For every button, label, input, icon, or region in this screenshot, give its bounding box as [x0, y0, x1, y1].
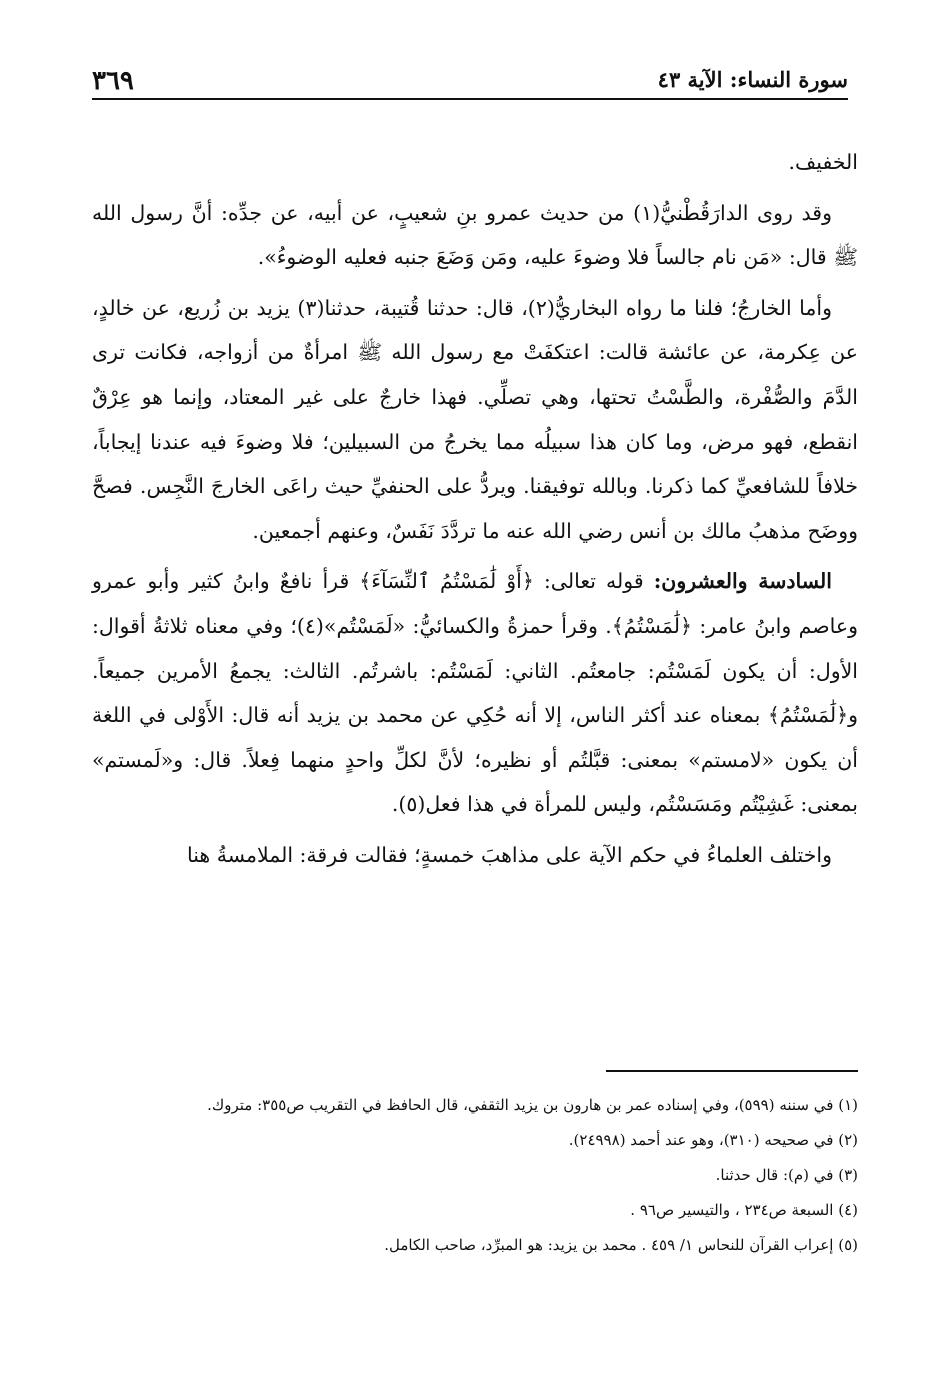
footnote: (١) في سننه (٥٩٩)، وفي إسناده عمر بن هارون بن يزيد الثقفي، قال الحافظ في التقريب ص٣٥٥: متروك.: [207, 1096, 858, 1114]
running-title: سورة النساء: الآية ٤٣: [657, 67, 848, 92]
footnote-separator: [606, 1070, 858, 1072]
paragraph: [92, 191, 858, 280]
footnote: (٢) في صحيحه (٣١٠)، وهو عند أحمد (٢٤٩٩٨).: [568, 1131, 858, 1149]
main-text: [92, 140, 858, 884]
paragraph-text: وقد روى الدارَقُطْنيُّ(١) من حديث عمرو بنِ شعيبٍ، عن أبيه، عن جدِّه: أنَّ رسول الله ﷺ قال: «مَن نام جالساً فلا وضوءَ عليه، ومَن وَضَعَ جنبه فعليه الوضوءُ».: [92, 200, 858, 270]
footnote: (٥) إعراب القرآن للنحاس ١/ ٤٥٩ . محمد بن يزيد: هو المبرِّد، صاحب الكامل.: [384, 1236, 858, 1254]
page-header: [92, 58, 848, 100]
paragraph-text: واختلف العلماءُ في حكم الآية على مذاهبَ خمسةٍ؛ فقالت فرقة: الملامسةُ هنا: [186, 842, 832, 867]
paragraph: [92, 140, 858, 185]
paragraph-text: الخفيف.: [788, 150, 858, 174]
footnote: (٣) في (م): قال حدثنا.: [715, 1166, 858, 1184]
paragraph: [92, 286, 858, 554]
paragraph-text: قوله تعالى: ﴿أَوْ لَٰمَسْتُمُ ٱلنِّسَآءَ﴾ قرأ نافعٌ وابنُ كثير وأبو عمرو وعاصم وابنُ عامر: ﴿لَٰمَسْتُمُ﴾. وقرأ حمزةُ والكسائيُّ: «لَمَسْتُم»(٤)؛ وفي معناه ثلاثةُ أقوال: الأول: أن يكون لَمَسْتُم: جامعتُم. الثاني: لَمَسْتُم: باشرتُم. الثالث: يجمعُ الأمرين جميعاً. و﴿لَٰمَسْتُمُ﴾ بمعناه عند أكثر الناس، إلا أنه حُكِي عن محمد بن يزيد أنه قال: الأَوْلى في اللغة أن يكون «لامستم» بمعنى: قبَّلتُم أو نظيره؛ لأنَّ لكلِّ واحدٍ منهما فِعلاً. قال: و«لَمستم» بمعنى: غَشِيْتُم ومَسَسْتُم، وليس للمرأة في هذا فعل(٥).: [92, 569, 859, 817]
paragraph: [92, 833, 858, 878]
footnote: (٤) السبعة ص٢٣٤ ، والتيسير ص٩٦ .: [630, 1201, 858, 1219]
issue-heading: السادسة والعشرون:: [653, 569, 832, 594]
paragraph-text: وأما الخارجُ؛ فلنا ما رواه البخاريُّ(٢)، قال: حدثنا قُتيبة، حدثنا(٣) يزيد بن زُريع، عن خالدٍ، عن عِكرمة، عن عائشة قالت: اعتكفَتْ مع رسول الله ﷺ امرأةٌ من أزواجه، فكانت ترى الدَّمَ والصُّفْرة، والطَّسْتُ تحتها، وهي تصلِّي. فهذا خارجٌ على غير المعتاد، وإنما هو عِرْقٌ انقطع، فهو مرض، وما كان هذا سبيلُه مما يخرجُ من السبيلين؛ فلا وضوءَ فيه عندنا إيجاباً، خلافاً للشافعيِّ كما ذكرنا. وبالله توفيقنا. ويردُّ على الحنفيِّ حيث راعَى الخارجَ النَّجِس. فصحَّ ووضَح مذهبُ مالك بن أنس رضي الله عنه ما تردَّدَ نَفَسٌ، وعنهم أجمعين.: [92, 295, 858, 543]
page-number: ٣٦٩: [92, 66, 134, 96]
footnotes: [92, 1096, 858, 1271]
paragraph: [92, 559, 858, 827]
